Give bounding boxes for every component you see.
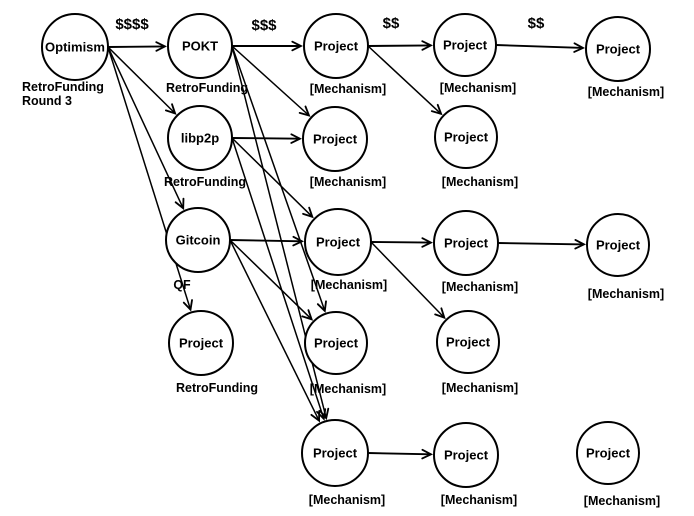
- node-sublabel-p42: [Mechanism]: [441, 175, 519, 189]
- node-sublabel-p32: [Mechanism]: [309, 175, 387, 189]
- node-p45: [434, 423, 517, 507]
- node-label-libp2p: libp2p: [180, 130, 220, 146]
- node-label-p34: Project: [313, 335, 359, 351]
- edge-p43-p53: [498, 243, 584, 244]
- node-sublabel-p45: [Mechanism]: [440, 493, 518, 507]
- node-p44: [437, 311, 518, 395]
- edge-optimism-pokt: [108, 46, 165, 47]
- node-sublabel-pokt: RetroFunding: [166, 81, 248, 95]
- node-label-p53: Project: [595, 237, 641, 253]
- node-label-p41: Project: [442, 37, 488, 53]
- node-p33: [305, 209, 387, 292]
- node-sublabel-p43: [Mechanism]: [441, 280, 519, 294]
- node-label-p55: Project: [585, 445, 631, 461]
- node-p31: [304, 14, 386, 96]
- node-sublabel-p44: [Mechanism]: [441, 381, 519, 395]
- node-sublabel-p35: [Mechanism]: [308, 493, 386, 507]
- node-label-p35: Project: [312, 445, 358, 461]
- edge-label-p41-p51: $$: [527, 15, 545, 32]
- node-label-p51: Project: [595, 41, 641, 57]
- node-p42: [435, 106, 518, 189]
- edge-gitcoin-p34: [230, 240, 312, 319]
- node-p53: [587, 214, 664, 301]
- node-sublabel-p33: [Mechanism]: [310, 278, 388, 292]
- node-libp2p: [164, 106, 246, 189]
- edge-label-optimism-pokt: $$$$: [115, 16, 149, 33]
- edge-label-p31-p41: $$: [382, 15, 400, 32]
- node-sublabel-optimism: Round 3: [22, 94, 72, 108]
- node-sublabel-p41: [Mechanism]: [439, 81, 517, 95]
- node-p34: [305, 312, 386, 396]
- edge-label-pokt-p31: $$$: [251, 17, 277, 34]
- node-label-pokt: POKT: [181, 38, 219, 54]
- node-p41: [434, 14, 516, 95]
- node-p51: [586, 17, 664, 99]
- node-gitcoin: [166, 208, 230, 292]
- node-optimism: [22, 14, 108, 108]
- edge-p31-p41: [368, 45, 431, 46]
- node-sublabel-optimism: RetroFunding: [22, 80, 104, 94]
- node-label-p33: Project: [315, 234, 361, 250]
- node-sublabel-proj24: RetroFunding: [176, 381, 258, 395]
- edge-p33-p43: [371, 242, 431, 243]
- node-label-p45: Project: [443, 447, 489, 463]
- edge-p31-p42: [368, 46, 441, 114]
- node-sublabel-p51: [Mechanism]: [587, 85, 665, 99]
- node-label-p32: Project: [312, 131, 358, 147]
- edge-gitcoin-p33: [230, 240, 302, 241]
- node-p43: [434, 211, 518, 294]
- node-label-gitcoin: Gitcoin: [175, 232, 221, 248]
- node-label-p42: Project: [443, 129, 489, 145]
- node-p35: [302, 420, 385, 507]
- node-label-p31: Project: [313, 38, 359, 54]
- node-label-proj24: Project: [178, 335, 224, 351]
- node-p32: [303, 107, 386, 189]
- node-sublabel-p34: [Mechanism]: [309, 382, 387, 396]
- edge-p41-p51: [496, 45, 583, 48]
- node-label-p44: Project: [445, 334, 491, 350]
- node-sublabel-libp2p: RetroFunding: [164, 175, 246, 189]
- node-p55: [577, 422, 660, 508]
- edge-p35-p45: [368, 453, 431, 454]
- node-sublabel-p53: [Mechanism]: [587, 287, 665, 301]
- node-label-optimism: Optimism: [45, 39, 105, 55]
- edge-libp2p-p32: [232, 138, 300, 139]
- node-label-p43: Project: [443, 235, 489, 251]
- node-sublabel-p55: [Mechanism]: [583, 494, 661, 508]
- node-sublabel-gitcoin: QF: [173, 278, 191, 292]
- node-sublabel-p31: [Mechanism]: [309, 82, 387, 96]
- node-proj24: [169, 311, 258, 395]
